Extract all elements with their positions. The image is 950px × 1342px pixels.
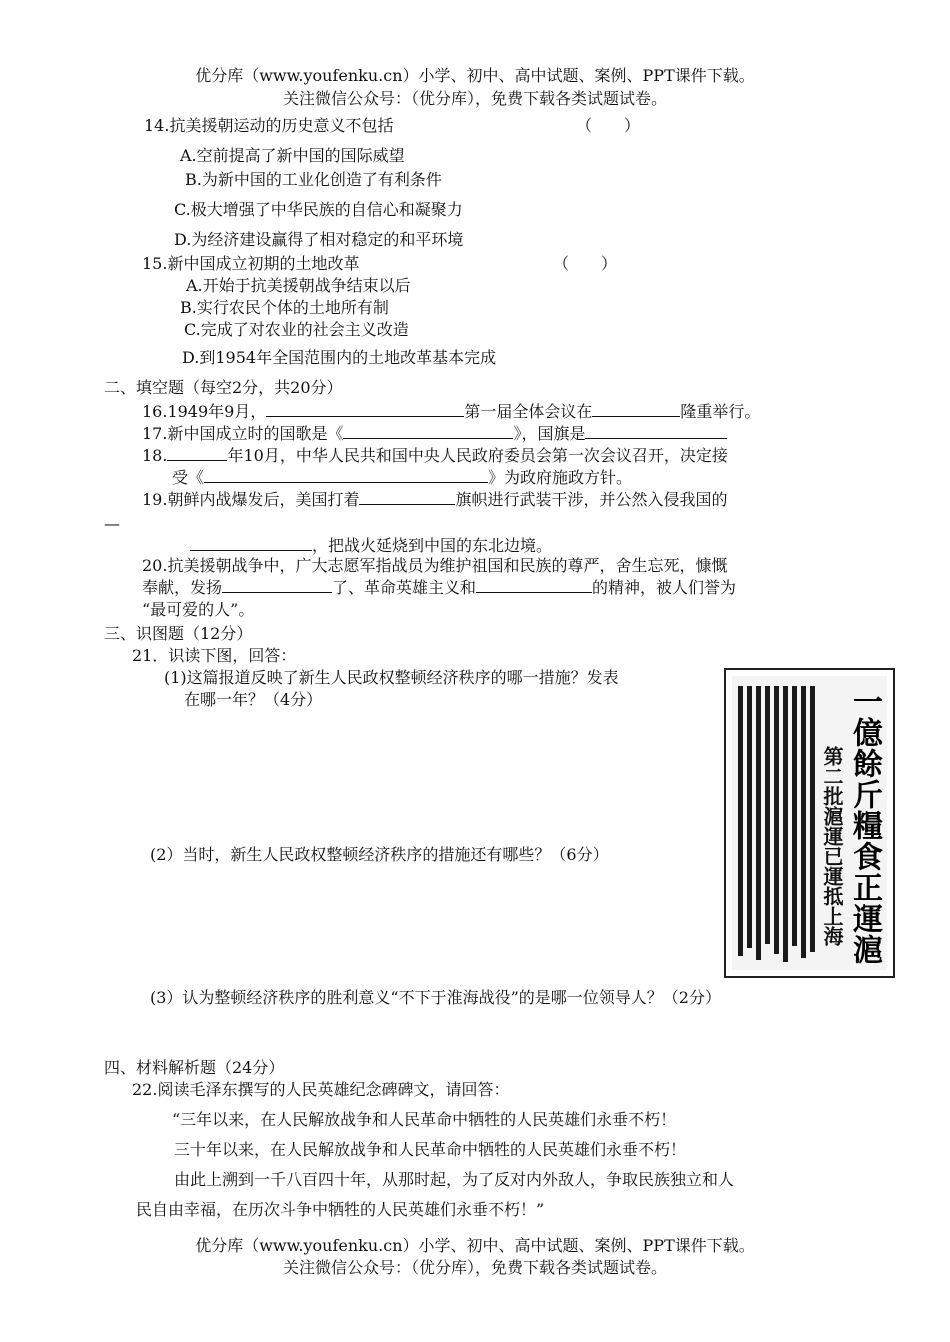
text-column [738, 686, 743, 956]
q14-option-d[interactable]: D.为经济建设赢得了相对稳定的和平环境 [174, 230, 464, 249]
q20-text-3: 的精神，被人们誉为 [592, 578, 737, 597]
q19-dash: — [104, 514, 120, 533]
q19-blank-2[interactable] [190, 536, 312, 551]
q14-option-b[interactable]: B.为新中国的工业化创造了有利条件 [185, 170, 442, 189]
text-column [747, 686, 752, 948]
q17-blank-2[interactable] [585, 424, 727, 439]
footer-line-2: 关注微信公众号：（优分库），免费下载各类试题试卷。 [282, 1258, 667, 1277]
q20-blank-2[interactable] [476, 578, 592, 593]
newspaper-clipping-image [724, 668, 895, 978]
q14-option-c[interactable]: C.极大增强了中华民族的自信心和凝聚力 [174, 200, 463, 219]
inscription-line-4: 民自由幸福，在历次斗争中牺牲的人民英雄们永垂不朽！” [136, 1200, 545, 1219]
q17-text-1: 17.新中国成立时的国歌是《 [142, 424, 344, 443]
q22-stem: 22.阅读毛泽东撰写的人民英雄纪念碑碑文，请回答： [132, 1080, 510, 1099]
q16-text-3: 隆重举行。 [680, 402, 761, 421]
q20-blank-1[interactable] [222, 578, 332, 593]
q18-text-4: 》为政府施政方针。 [488, 468, 633, 487]
q21-part-2: (2）当时，新生人民政权整顿经济秩序的措施还有哪些？（6分） [150, 845, 609, 864]
newspaper-headline: 一億餘斤糧食正運滬 [847, 686, 882, 965]
q18-blank-1[interactable] [167, 446, 227, 461]
q14-answer-paren[interactable]: （ ） [576, 116, 641, 135]
q20-line-2 [142, 578, 736, 598]
newspaper-subhead: 第二批滬運已運抵上海 [820, 746, 844, 946]
q15-answer-paren[interactable]: （ ） [553, 254, 618, 273]
q20-line-1: 20.抗美援朝战争中，广大志愿军指战员为维护祖国和民族的尊严，舍生忘死，慷慨 [142, 556, 728, 575]
q18-line-1 [142, 446, 728, 466]
q17-line [142, 424, 727, 444]
q16-text-1: 16.1949年9月， [142, 402, 267, 421]
q19-text-2: 旗帜进行武装干涉，并公然入侵我国的 [455, 490, 728, 509]
header-line-1: 优分库（www.youfenku.cn）小学、初中、高中试题、案例、PPT课件下载。 [195, 66, 755, 85]
q20-line-3: “最可爱的人”。 [142, 600, 255, 619]
q20-text-1: 奉献，发扬 [142, 578, 223, 597]
section-2-title: 二、填空题（每空2分，共20分） [104, 378, 343, 397]
q18-text-2: 年10月，中华人民共和国中央人民政府委员会第一次会议召开，决定接 [227, 446, 728, 465]
q18-line-2 [172, 468, 632, 488]
q17-text-2: 》，国旗是 [513, 424, 586, 443]
q18-blank-2[interactable] [204, 468, 488, 483]
q16-text-2: 第一届全体会议在 [464, 402, 593, 421]
text-column [756, 686, 761, 960]
q19-line-1 [142, 490, 727, 510]
q21-part-3: (3）认为整顿经济秩序的胜利意义“不下于淮海战役”的是哪一位领导人？（2分） [150, 988, 721, 1007]
q16-line [142, 402, 760, 422]
q18-text-3: 受《 [172, 468, 205, 487]
q14-stem: 14.抗美援朝运动的历史意义不包括 [144, 116, 394, 135]
q15-option-c[interactable]: C.完成了对农业的社会主义改造 [184, 320, 409, 339]
q17-blank-1[interactable] [343, 424, 513, 439]
q15-option-b[interactable]: B.实行农民个体的土地所有制 [180, 298, 389, 317]
q21-part-1-line-1: (1)这篇报道反映了新生人民政权整顿经济秩序的哪一措施？发表 [164, 668, 619, 687]
q16-blank-1[interactable] [266, 402, 464, 417]
q15-option-a[interactable]: A.开始于抗美援朝战争结束以后 [186, 276, 411, 295]
q19-text-1: 19.朝鲜内战爆发后，美国打着 [142, 490, 360, 509]
inscription-line-1: “三年以来，在人民解放战争和人民革命中牺牲的人民英雄们永垂不朽！ [172, 1110, 677, 1129]
text-column [810, 686, 815, 952]
text-column [792, 686, 797, 946]
q19-blank-1[interactable] [359, 490, 455, 505]
q15-option-d[interactable]: D.到1954年全国范围内的土地改革基本完成 [182, 348, 497, 367]
text-column [765, 686, 770, 944]
q20-text-2: 了、革命英雄主义和 [332, 578, 477, 597]
q19-line-2 [190, 536, 552, 556]
footer-line-1: 优分库（www.youfenku.cn）小学、初中、高中试题、案例、PPT课件下载。 [195, 1236, 755, 1255]
newspaper-clipping-body [732, 676, 887, 970]
inscription-line-3: 由此上溯到一千八百四十年，从那时起，为了反对内外敌人，争取民族独立和人 [174, 1170, 735, 1189]
text-column [783, 686, 788, 962]
inscription-line-2: 三十年以来，在人民解放战争和人民革命中牺牲的人民英雄们永垂不朽！ [174, 1140, 687, 1159]
q15-stem: 15.新中国成立初期的土地改革 [142, 254, 360, 273]
text-column [774, 686, 779, 954]
q14-option-a[interactable]: A.空前提高了新中国的国际威望 [180, 146, 405, 165]
q21-stem: 21．识读下图，回答： [132, 646, 297, 665]
section-4-title: 四、材料解析题（24分） [104, 1058, 285, 1077]
q21-part-1-line-2: 在哪一年？（4分） [184, 690, 323, 709]
q18-text-1: 18. [142, 446, 168, 465]
q19-text-3: ，把战火延烧到中国的东北边境。 [312, 536, 553, 555]
q16-blank-2[interactable] [592, 402, 680, 417]
header-line-2: 关注微信公众号：（优分库），免费下载各类试题试卷。 [282, 89, 667, 108]
section-3-title: 三、识图题（12分） [104, 624, 253, 643]
text-column [801, 686, 806, 958]
